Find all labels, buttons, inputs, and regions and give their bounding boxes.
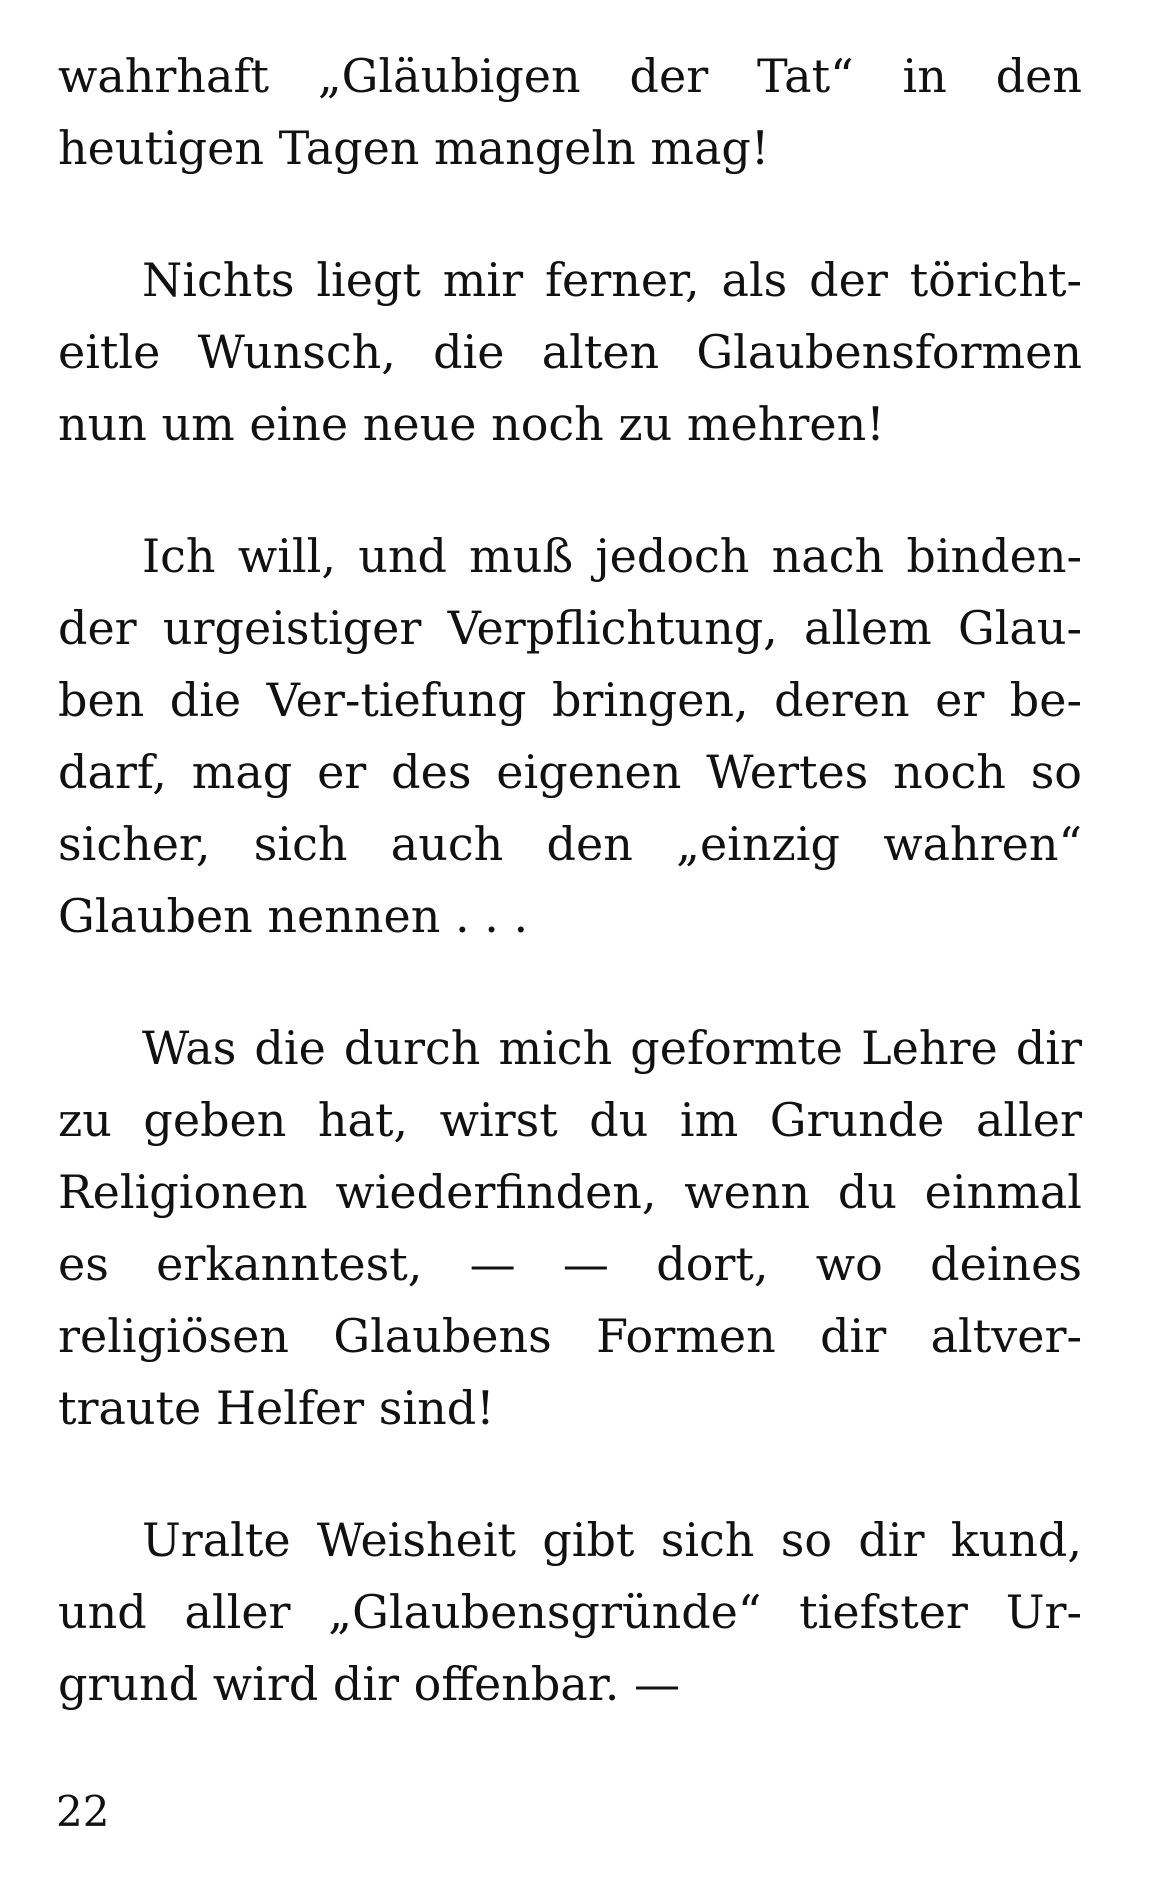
text-line: wahrhaft „Gläubigen der Tat“ in den	[58, 49, 1082, 103]
text-line: eitle Wunsch, die alten Glaubensformen	[58, 325, 1082, 379]
text-line: religiösen Glaubens Formen dir altver-	[58, 1309, 1082, 1363]
text-line: Uralte Weisheit gibt sich so dir kund,	[142, 1513, 1082, 1567]
text-line: grund wird dir offenbar. —	[58, 1657, 680, 1711]
text-line: Nichts liegt mir ferner, als der töricht-	[142, 253, 1082, 307]
text-line: darf, mag er des eigenen Wertes noch so	[58, 745, 1082, 799]
paragraph-4	[58, 1012, 1082, 1444]
text-line: Was die durch mich geformte Lehre dir	[142, 1021, 1082, 1075]
text-line: sicher, sich auch den „einzig wahren“	[58, 817, 1082, 871]
paragraph-3	[58, 520, 1082, 952]
text-line: und aller „Glaubensgründe“ tiefster Ur-	[58, 1585, 1082, 1639]
paragraph-2	[58, 244, 1082, 460]
text-line: ben die Ver-tiefung bringen, deren er be-	[58, 673, 1082, 727]
text-line: Glauben nennen . . .	[58, 889, 529, 943]
text-line: Ich will, und muß jedoch nach binden-	[142, 529, 1082, 583]
paragraph-1	[58, 40, 1082, 184]
text-line: nun um eine neue noch zu mehren!	[58, 397, 885, 451]
text-line: Religionen wiederfinden, wenn du einmal	[58, 1165, 1082, 1219]
text-line: es erkanntest, — — dort, wo deines	[58, 1237, 1082, 1291]
text-line: heutigen Tagen mangeln mag!	[58, 121, 770, 175]
text-line: der urgeistiger Verpflichtung, allem Glau-	[58, 601, 1082, 655]
text-line: zu geben hat, wirst du im Grunde aller	[58, 1093, 1082, 1147]
paragraph-5	[58, 1504, 1082, 1720]
page-number: 22	[56, 1787, 110, 1836]
book-page-text	[58, 40, 1082, 1720]
text-line: traute Helfer sind!	[58, 1381, 495, 1435]
